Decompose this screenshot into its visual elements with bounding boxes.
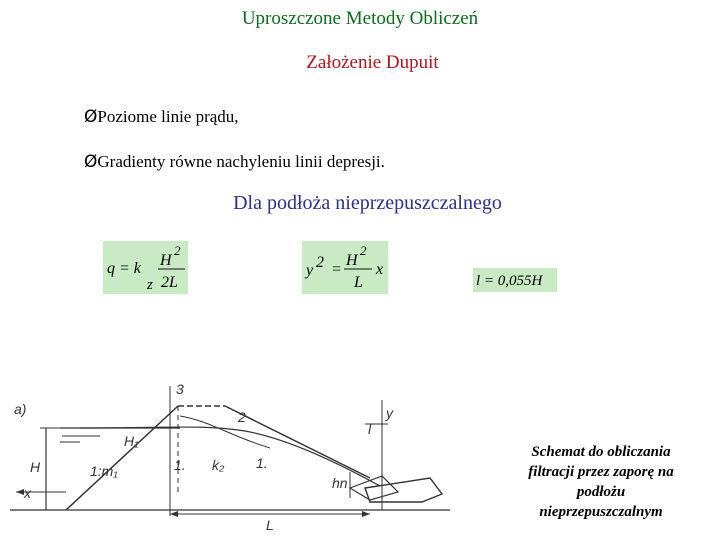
diagram-label-l: l xyxy=(368,421,372,437)
formula-y-exp: 2 xyxy=(316,254,324,271)
formula-lhs: q = k xyxy=(107,260,141,277)
formula-x: x xyxy=(376,261,384,278)
formula-eq: = xyxy=(331,261,342,278)
diagram-label-1-right: 1. xyxy=(256,455,268,471)
bullet-arrow-icon: Ø xyxy=(84,152,98,172)
L-arrow-right xyxy=(362,511,370,517)
formula-y: y xyxy=(306,262,314,279)
formula-num: H xyxy=(160,252,172,269)
L-arrow-left xyxy=(170,511,178,517)
formula-drain-length xyxy=(473,268,557,292)
formula-depression-svg xyxy=(302,241,388,294)
bullet-text: Poziome linie prądu, xyxy=(97,107,239,126)
slide-subtitle: Założenie Dupuit xyxy=(306,52,439,73)
caption-line: podłożu xyxy=(576,484,626,500)
formula-flow-rate-svg xyxy=(103,241,188,294)
diagram-label-L: L xyxy=(266,517,274,533)
downstream-slope xyxy=(225,406,370,478)
formula-flow-rate xyxy=(103,241,188,294)
slide-title: Uproszczone Metody Obliczeń xyxy=(241,8,479,29)
dam-filtration-diagram xyxy=(10,376,480,536)
bullet-text: Gradienty równe nachyleniu linii depresji. xyxy=(97,152,385,171)
caption-line: filtracji przez zaporę na xyxy=(528,464,674,480)
diagram-label-x: x xyxy=(24,485,31,501)
formula-drain-svg xyxy=(473,268,557,292)
bullet-item xyxy=(84,106,385,128)
diagram-label-hn: hn xyxy=(332,475,348,491)
upstream-slope xyxy=(66,406,178,510)
diagram-label-H1: H₁ xyxy=(124,433,139,449)
diagram-label-3: 3 xyxy=(176,381,184,397)
diagram-label-a: a) xyxy=(14,401,27,417)
formula-den: L xyxy=(354,274,363,291)
bullet-list xyxy=(84,106,385,196)
formula-den: 2L xyxy=(161,274,178,291)
formula-exp: 2 xyxy=(174,243,181,258)
drain-inner xyxy=(350,476,398,500)
formula-num: H xyxy=(346,252,358,269)
x-arrow xyxy=(16,489,24,495)
diagram-label-1-left: 1. xyxy=(174,457,186,473)
diagram-caption xyxy=(508,442,694,522)
diagram-label-2: 2 xyxy=(238,409,246,425)
seepage-curve xyxy=(180,416,270,448)
diagram-label-H: H xyxy=(30,459,41,475)
caption-line: Schemat do obliczania xyxy=(531,444,671,460)
diagram-label-kz: k₂ xyxy=(212,457,225,473)
section-heading: Dla podłoża nieprzepuszczalnego xyxy=(233,192,502,214)
caption-line: nieprzepuszczalnym xyxy=(539,504,663,520)
formula-text: l = 0,055H xyxy=(476,273,543,289)
formula-num-exp: 2 xyxy=(360,243,367,258)
diagram-label-slope: 1:m₁ xyxy=(90,463,118,479)
formula-depression-curve xyxy=(302,241,388,294)
diagram-label-y: y xyxy=(386,405,393,421)
bullet-item xyxy=(84,151,385,173)
formula-z: z xyxy=(147,277,153,293)
bullet-arrow-icon: Ø xyxy=(84,107,98,127)
